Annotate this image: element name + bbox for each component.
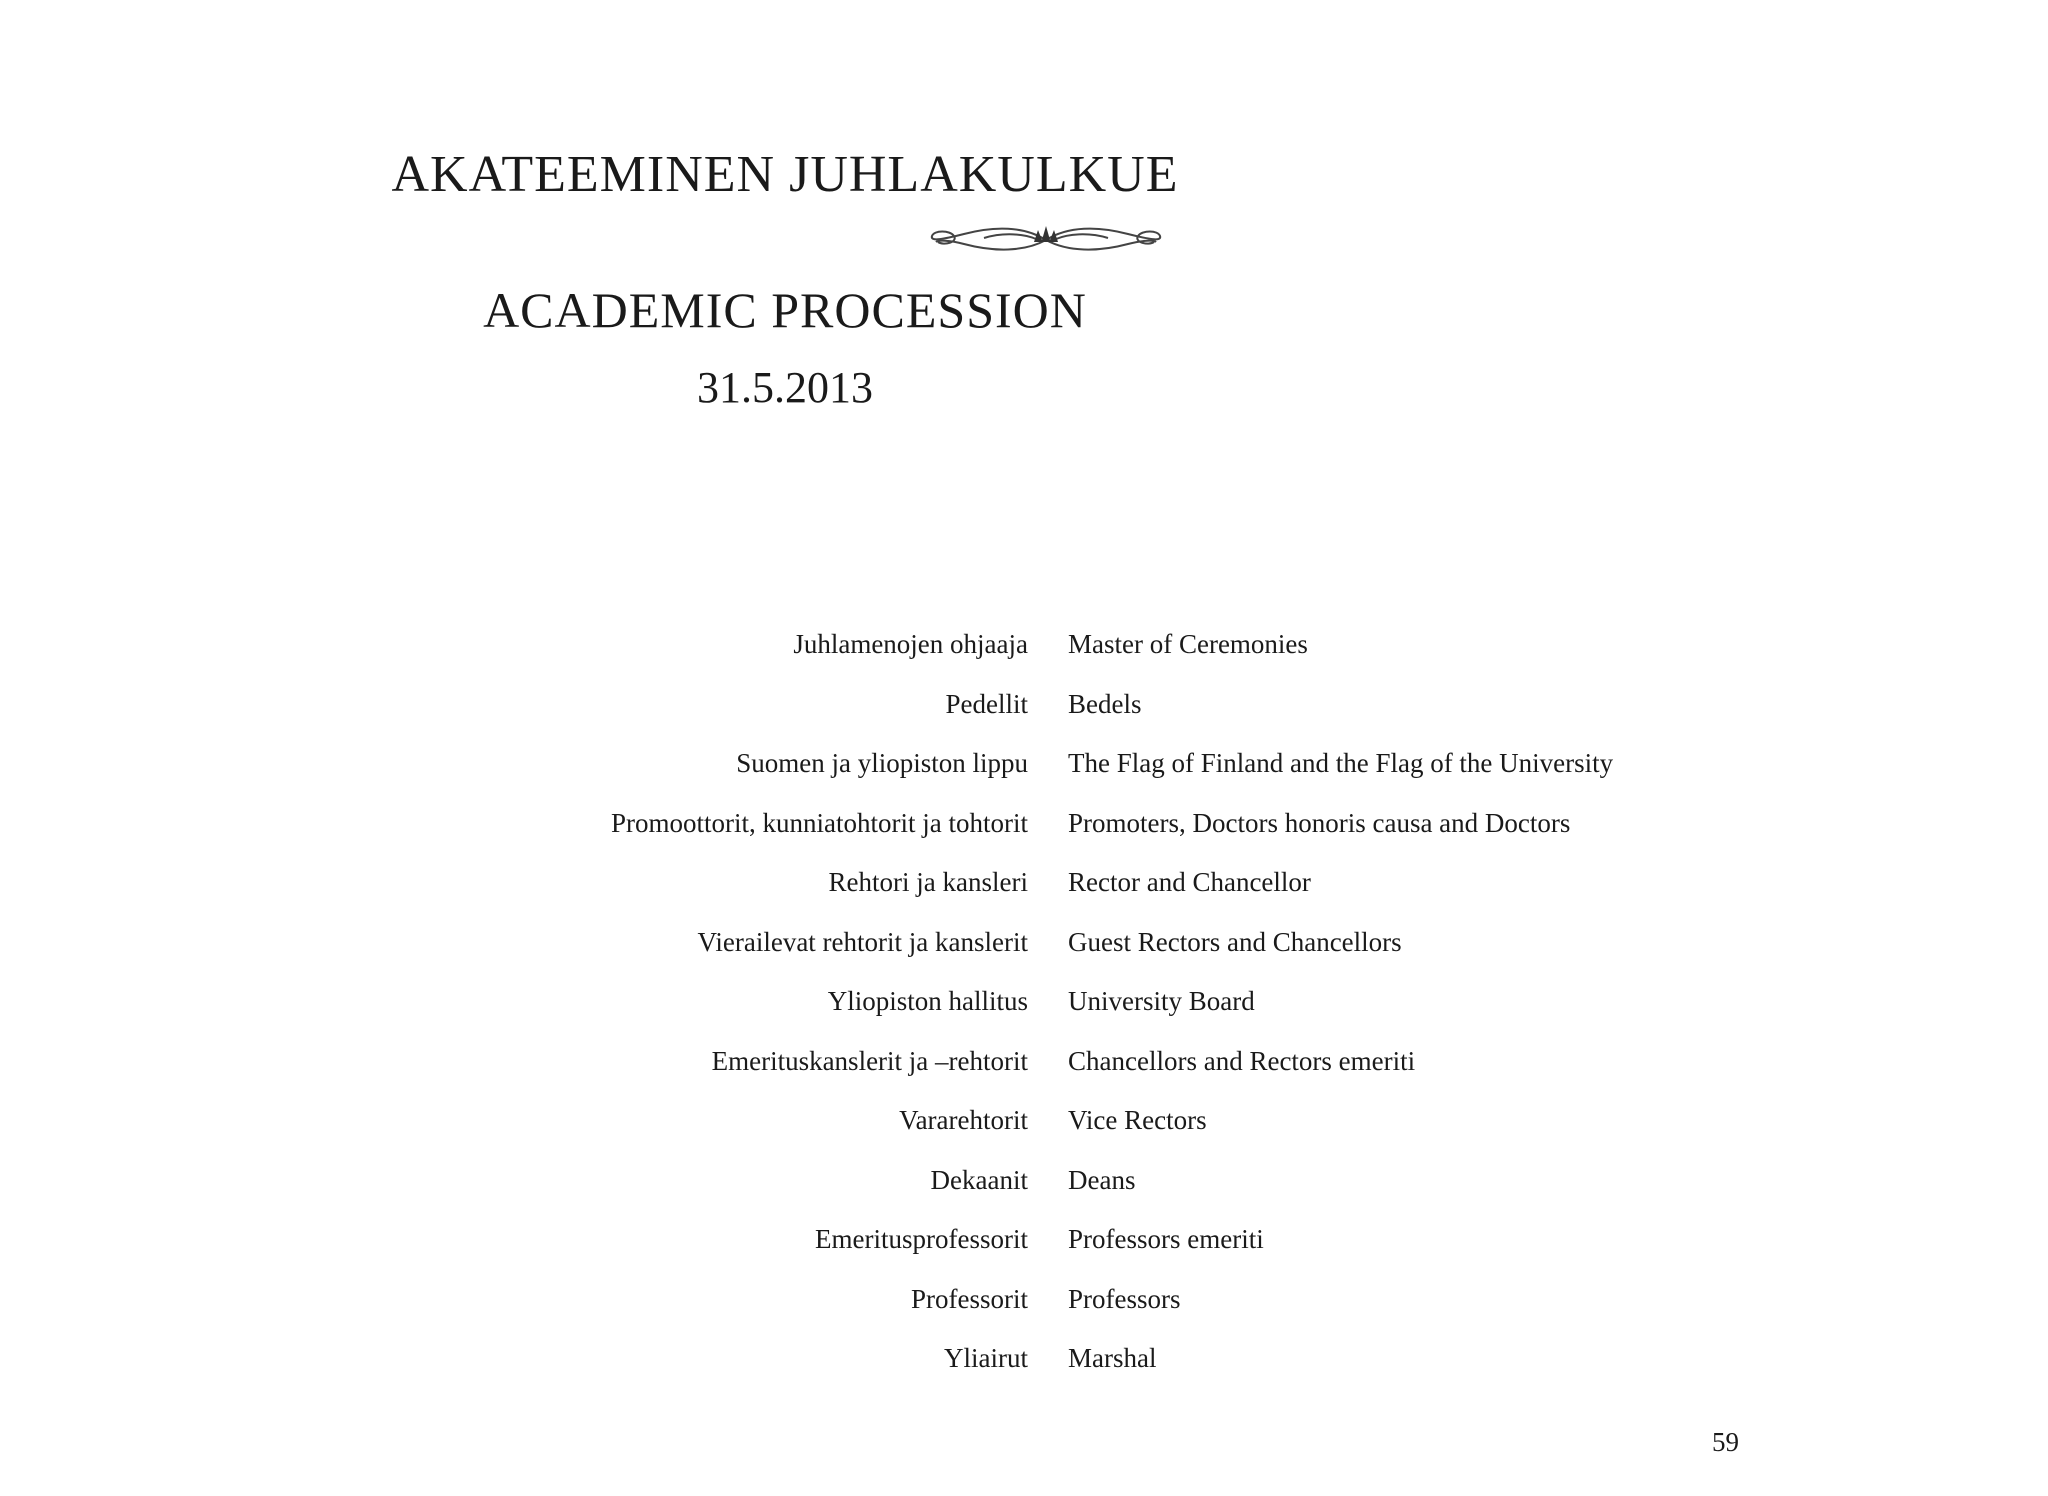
list-item: [0, 1338, 2048, 1398]
role-finnish: Yliairut: [944, 1343, 1028, 1373]
list-item: [0, 1279, 2048, 1339]
role-english: University Board: [1068, 986, 1255, 1016]
list-item: [0, 1160, 2048, 1220]
list-item: [0, 862, 2048, 922]
role-english: Professors emeriti: [1068, 1224, 1264, 1254]
list-item: [0, 1100, 2048, 1160]
role-english: The Flag of Finland and the Flag of the University: [1068, 748, 1614, 778]
list-item: [0, 684, 2048, 744]
flourish-ornament-icon: [924, 222, 1168, 256]
role-english: Deans: [1068, 1164, 1136, 1195]
page-title-finnish: AKATEEMINEN JUHLAKULKUE: [391, 146, 1179, 203]
role-english: Marshal: [1068, 1343, 1157, 1373]
role-finnish: Vararehtorit: [899, 1105, 1028, 1135]
role-english: Vice Rectors: [1068, 1105, 1207, 1135]
role-finnish: Juhlamenojen ohjaaja: [793, 629, 1028, 659]
list-item: [0, 1219, 2048, 1279]
role-english: Rector and Chancellor: [1068, 867, 1311, 897]
role-english: Bedels: [1068, 688, 1142, 719]
procession-list: [0, 624, 2048, 1398]
role-finnish: Vierailevat rehtorit ja kanslerit: [697, 926, 1028, 957]
page-number: 59: [1712, 1427, 1739, 1457]
role-english: Promoters, Doctors honoris causa and Doctors: [1068, 807, 1571, 838]
role-english: Guest Rectors and Chancellors: [1068, 926, 1402, 957]
list-item: [0, 803, 2048, 863]
role-finnish: Yliopiston hallitus: [827, 986, 1028, 1016]
list-item: [0, 743, 2048, 803]
list-item: [0, 624, 2048, 684]
role-english: Professors: [1068, 1283, 1181, 1314]
list-item: [0, 922, 2048, 982]
role-finnish: Dekaanit: [930, 1164, 1028, 1195]
list-item: [0, 1041, 2048, 1101]
role-english: Chancellors and Rectors emeriti: [1068, 1045, 1416, 1076]
list-item: [0, 981, 2048, 1041]
role-finnish: Emeritusprofessorit: [815, 1224, 1028, 1254]
role-finnish: Professorit: [911, 1283, 1028, 1314]
role-english: Master of Ceremonies: [1068, 629, 1308, 659]
procession-date: 31.5.2013: [697, 363, 873, 412]
role-finnish: Promoottorit, kunniatohtorit ja tohtorit: [611, 807, 1028, 838]
page-title-english: ACADEMIC PROCESSION: [483, 282, 1087, 338]
role-finnish: Rehtori ja kansleri: [828, 867, 1028, 897]
role-finnish: Emerituskanslerit ja –rehtorit: [711, 1045, 1028, 1076]
role-finnish: Suomen ja yliopiston lippu: [736, 748, 1028, 778]
role-finnish: Pedellit: [945, 688, 1028, 719]
